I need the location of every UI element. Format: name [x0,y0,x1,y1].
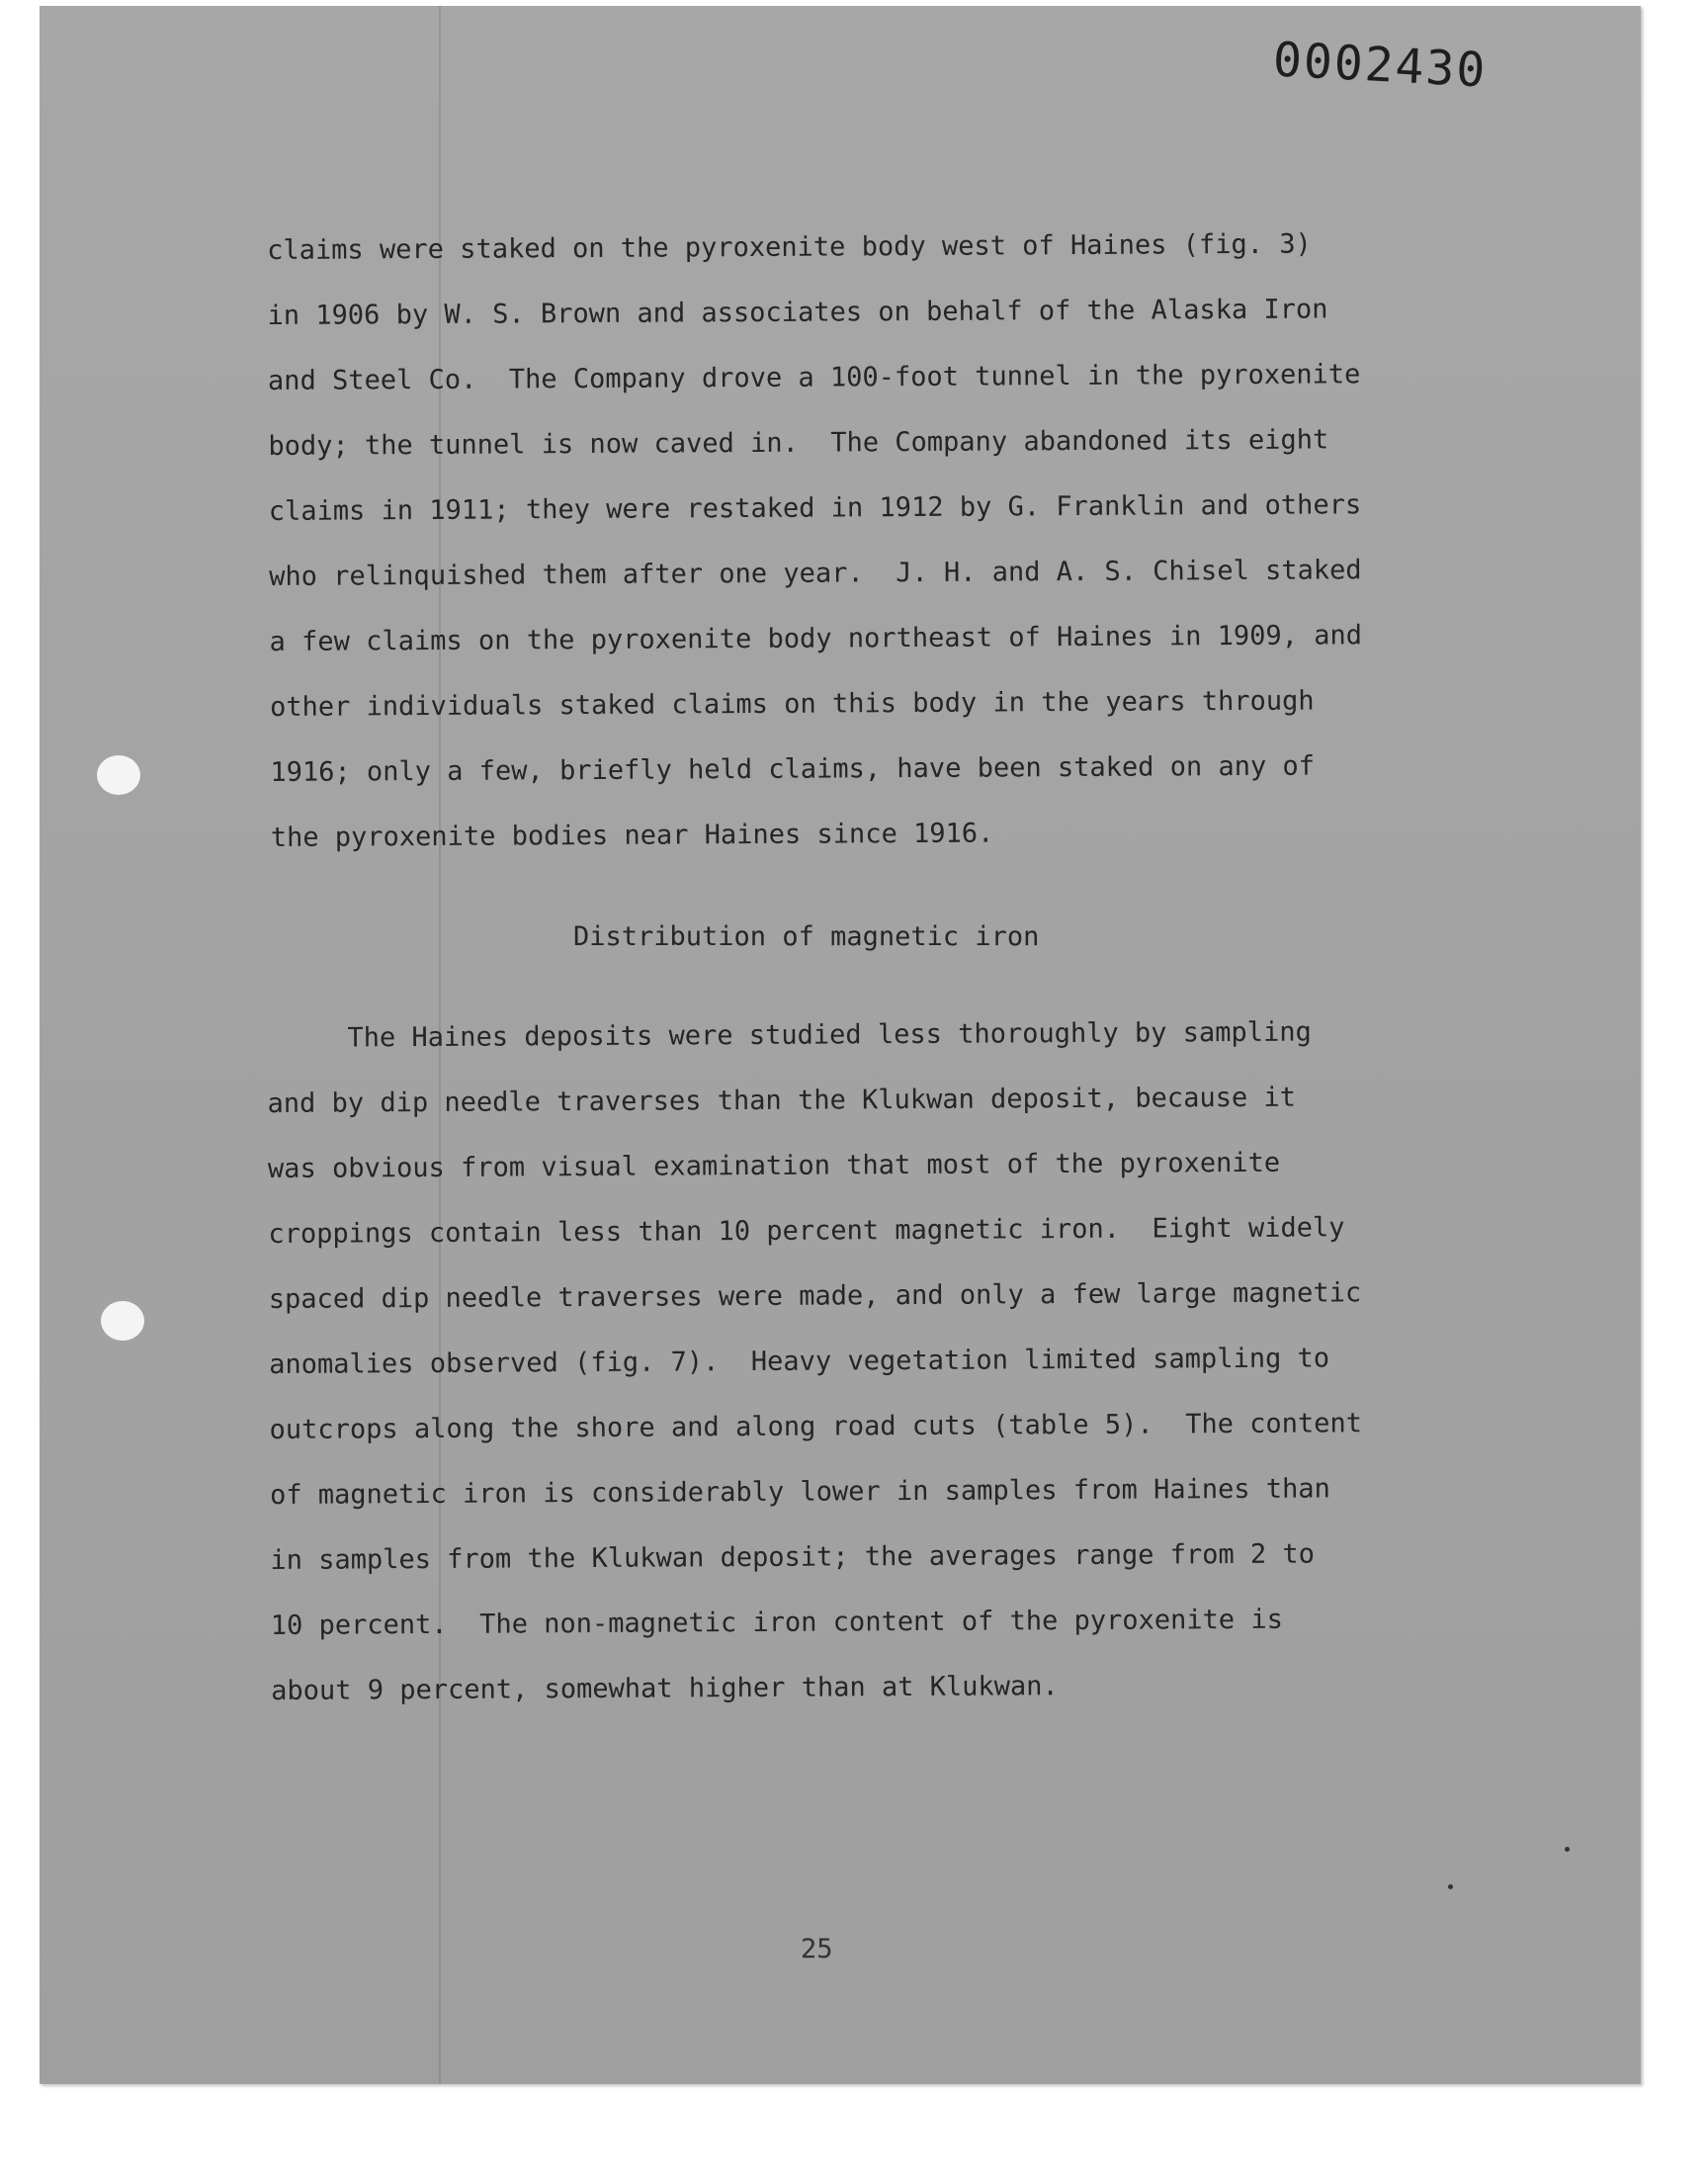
punch-hole-top [97,755,140,795]
page-number: 25 [801,1934,833,1964]
text-line: a few claims on the pyroxenite body northeast of Haines in 1909, and [269,620,1363,657]
speck [1565,1847,1570,1852]
paragraph-distribution [267,1000,1467,1724]
text-line: about 9 percent, somewhat higher than at Klukwan. [271,1671,1059,1706]
text-line: claims were staked on the pyroxenite body west of Haines (fig. 3) [267,228,1312,266]
text-line: was obvious from visual examination that most of the pyroxenite [267,1147,1281,1184]
text-line: and by dip needle traverses than the Klukwan deposit, because it [267,1082,1297,1119]
document-number: 0002430 [1271,32,1489,99]
text-line: spaced dip needle traverses were made, and only a few large magnetic [268,1277,1362,1315]
punch-hole-bottom [101,1301,144,1341]
paragraph-history [267,212,1467,871]
text-line: of magnetic iron is considerably lower in samples from Haines than [269,1473,1330,1511]
text-line: The Haines deposits were studied less thoroughly by sampling [267,1016,1312,1054]
text-line: 1916; only a few, briefly held claims, have been staked on any of [270,750,1316,788]
text-line: in samples from the Klukwan deposit; the averages range from 2 to [270,1538,1316,1576]
text-line: the pyroxenite bodies near Haines since 1916. [270,818,994,853]
text-line: who relinquished them after one year. J. H. and A. S. Chisel staked [269,555,1362,592]
text-line: and Steel Co. The Company drove a 100-foot tunnel in the pyroxenite [267,359,1361,396]
text-line: claims in 1911; they were restaked in 1912 by G. Franklin and others [268,489,1362,527]
text-line: other individuals staked claims on this body in the years through [269,685,1315,723]
text-line: croppings contain less than 10 percent magnetic iron. Eight widely [268,1212,1345,1250]
section-heading: Distribution of magnetic iron [573,921,1040,952]
speck [1448,1884,1453,1889]
text-line: body; the tunnel is now caved in. The Company abandoned its eight [268,424,1329,462]
text-line: in 1906 by W. S. Brown and associates on behalf of the Alaska Iron [267,294,1328,331]
text-line: anomalies observed (fig. 7). Heavy vegetation limited sampling to [269,1343,1330,1380]
document-page [40,6,1641,2084]
text-line: 10 percent. The non-magnetic iron content of the pyroxenite is [270,1604,1283,1641]
text-line: outcrops along the shore and along road cuts (table 5). The content [269,1408,1363,1445]
